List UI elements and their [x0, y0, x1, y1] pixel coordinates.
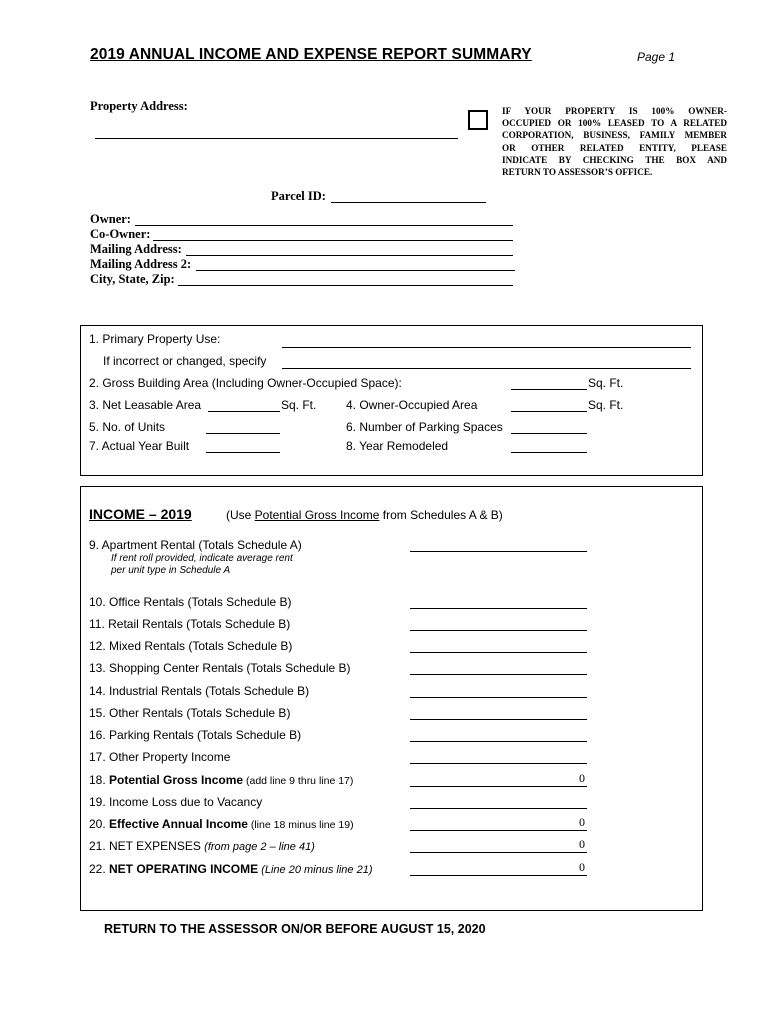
gross-area-unit: Sq. Ft. [588, 376, 624, 390]
line-13-field[interactable] [410, 674, 587, 675]
year-remodeled-field[interactable] [511, 452, 587, 453]
owner-occupied-checkbox[interactable] [468, 110, 488, 130]
primary-use-label: 1. Primary Property Use: [89, 332, 221, 346]
line-22-label: 22. NET OPERATING INCOME (Line 20 minus line 21) [89, 862, 373, 876]
year-built-label: 7. Actual Year Built [89, 439, 190, 453]
notice-line: INDICATE BY CHECKING THE BOX AND [502, 154, 727, 165]
line-12-label: 12. Mixed Rentals (Totals Schedule B) [89, 639, 293, 653]
coowner-field[interactable] [153, 240, 513, 241]
line-19-label: 19. Income Loss due to Vacancy [89, 795, 263, 809]
line-22-field[interactable] [410, 875, 587, 876]
units-label: 5. No. of Units [89, 420, 166, 434]
net-leasable-unit: Sq. Ft. [281, 398, 317, 412]
notice-line: IF YOUR PROPERTY IS 100% OWNER- [502, 106, 727, 116]
page-number: Page 1 [637, 50, 676, 64]
if-incorrect-label: If incorrect or changed, specify [103, 354, 267, 368]
mailing-address-field[interactable] [186, 255, 513, 256]
line-18-field[interactable] [410, 786, 587, 787]
line-9-label: 9. Apartment Rental (Totals Schedule A) [89, 538, 302, 552]
city-state-zip-label: City, State, Zip: [90, 272, 175, 286]
line-16-label: 16. Parking Rentals (Totals Schedule B) [89, 728, 302, 742]
owner-occupied-notice [502, 105, 727, 178]
line-9-note: If rent roll provided, indicate average rent [111, 553, 293, 564]
notice-line: CORPORATION, BUSINESS, FAMILY MEMBER [502, 130, 727, 141]
gross-area-field[interactable] [511, 389, 587, 390]
net-leasable-label: 3. Net Leasable Area [89, 398, 202, 412]
line-11-label: 11. Retail Rentals (Totals Schedule B) [89, 617, 291, 631]
line-14-field[interactable] [410, 697, 587, 698]
net-leasable-field[interactable] [208, 411, 280, 412]
line-13-label: 13. Shopping Center Rentals (Totals Schedule B) [89, 661, 351, 675]
income-heading: INCOME – 2019 [89, 506, 192, 522]
gross-area-label: 2. Gross Building Area (Including Owner-Occupied Space): [89, 376, 402, 390]
notice-line: RETURN TO ASSESSOR’S OFFICE. [502, 167, 653, 178]
line-9-note: per unit type in Schedule A [111, 565, 231, 576]
line-12-field[interactable] [410, 652, 587, 653]
mailing-address-2-field[interactable] [196, 270, 515, 271]
page-title: 2019 ANNUAL INCOME AND EXPENSE REPORT SUMMARY [90, 46, 532, 63]
parking-label: 6. Number of Parking Spaces [346, 420, 503, 434]
parcel-id-label: Parcel ID: [271, 189, 326, 203]
line-19-field[interactable] [410, 808, 587, 809]
line-15-label: 15. Other Rentals (Totals Schedule B) [89, 706, 291, 720]
parking-field[interactable] [511, 433, 587, 434]
line-18-label: 18. Potential Gross Income (add line 9 thru line 17) [89, 773, 354, 787]
line-16-field[interactable] [410, 741, 587, 742]
line-18-value: 0 [579, 771, 585, 785]
line-20-value: 0 [579, 815, 585, 829]
property-address-label: Property Address: [90, 99, 188, 113]
line-20-label: 20. Effective Annual Income (line 18 minus line 19) [89, 817, 354, 831]
line-20-field[interactable] [410, 830, 587, 831]
line-14-label: 14. Industrial Rentals (Totals Schedule B) [89, 684, 310, 698]
line-10-label: 10. Office Rentals (Totals Schedule B) [89, 595, 292, 609]
return-deadline: RETURN TO THE ASSESSOR ON/OR BEFORE AUGUST 15, 2020 [104, 922, 486, 936]
notice-line: OR OTHER RELATED ENTITY, PLEASE [502, 142, 727, 153]
line-22-value: 0 [579, 860, 585, 874]
owner-occupied-field[interactable] [511, 411, 587, 412]
parcel-id-field[interactable] [331, 202, 486, 203]
owner-occupied-label: 4. Owner-Occupied Area [346, 398, 478, 412]
line-15-field[interactable] [410, 719, 587, 720]
income-note: (Use Potential Gross Income from Schedules A & B) [226, 508, 503, 522]
year-built-field[interactable] [206, 452, 280, 453]
owner-label: Owner: [90, 212, 131, 226]
property-address-field[interactable] [95, 138, 458, 139]
line-21-field[interactable] [410, 852, 587, 853]
owner-field[interactable] [135, 225, 513, 226]
if-incorrect-field[interactable] [282, 368, 691, 369]
owner-occupied-unit: Sq. Ft. [588, 398, 624, 412]
line-9-field[interactable] [410, 551, 587, 552]
line-21-value: 0 [579, 837, 585, 851]
year-remodeled-label: 8. Year Remodeled [346, 439, 449, 453]
mailing-address-label: Mailing Address: [90, 242, 182, 256]
line-21-label: 21. NET EXPENSES (from page 2 – line 41) [89, 839, 315, 853]
city-state-zip-field[interactable] [178, 285, 513, 286]
notice-line: OCCUPIED OR 100% LEASED TO A RELATED [502, 118, 727, 129]
line-11-field[interactable] [410, 630, 587, 631]
coowner-label: Co-Owner: [90, 227, 151, 241]
line-17-field[interactable] [410, 763, 587, 764]
line-10-field[interactable] [410, 608, 587, 609]
primary-use-field[interactable] [282, 347, 691, 348]
line-17-label: 17. Other Property Income [89, 750, 231, 764]
mailing-address-2-label: Mailing Address 2: [90, 257, 192, 271]
units-field[interactable] [206, 433, 280, 434]
